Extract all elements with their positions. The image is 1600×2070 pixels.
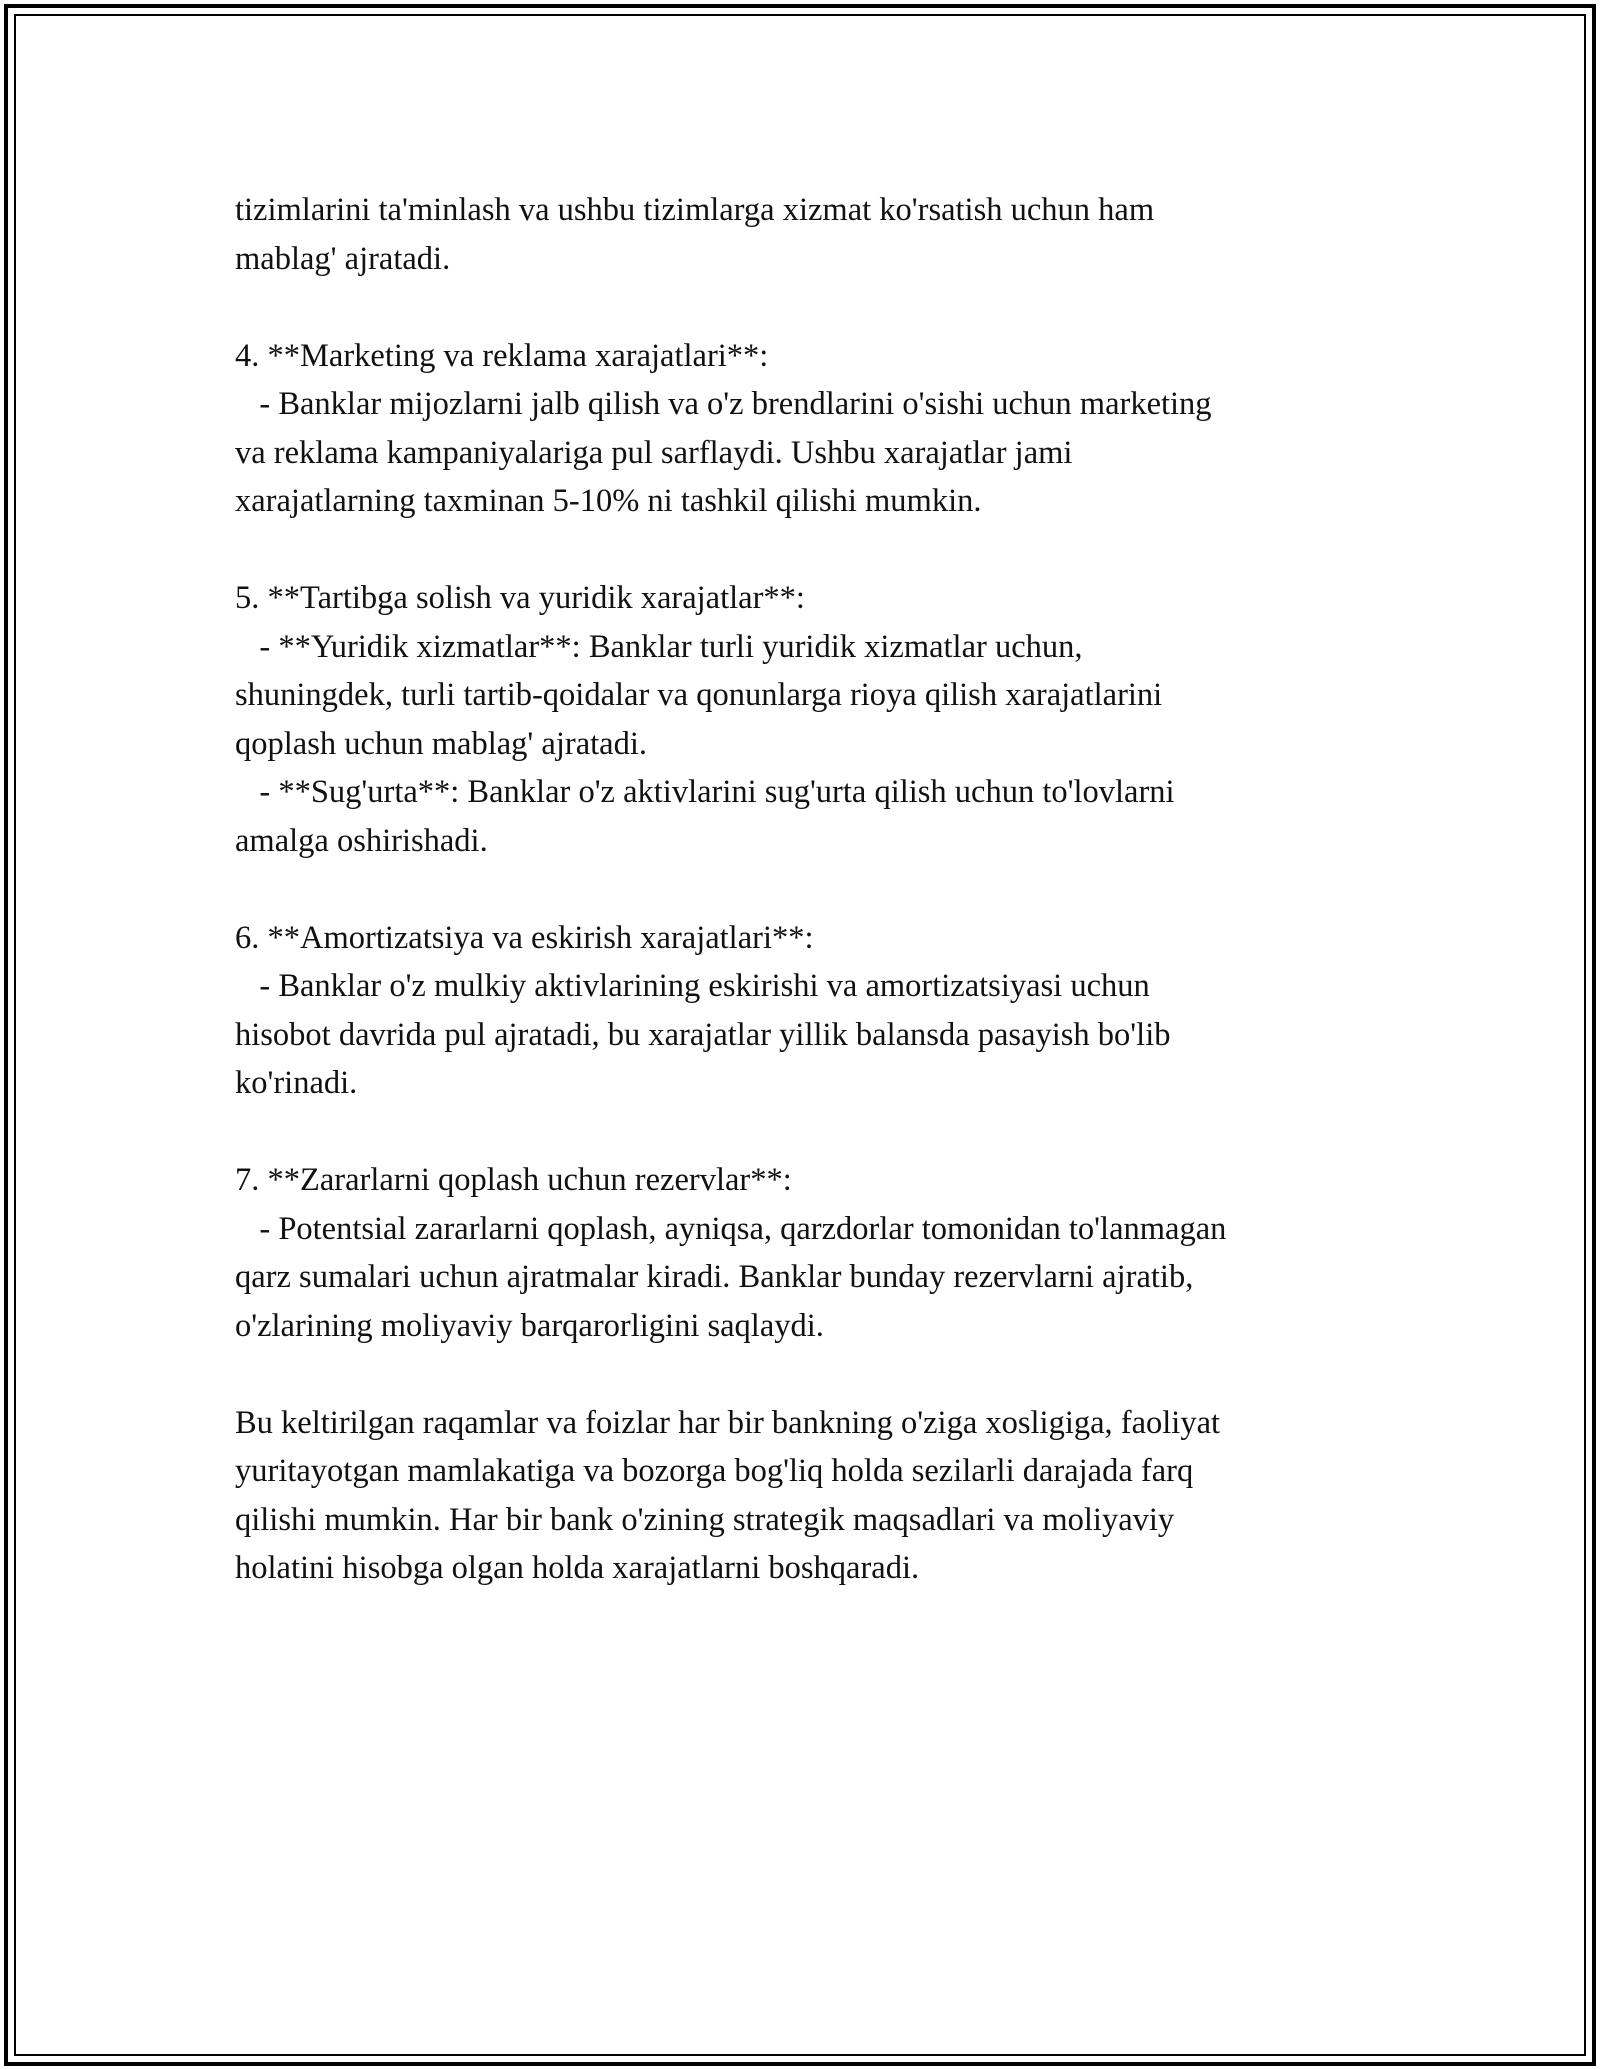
document-body xyxy=(235,186,1365,1593)
text-line: tizimlarini ta'minlash va ushbu tizimlarga xizmat ko'rsatish uchun ham xyxy=(235,192,1155,228)
text-line: va reklama kampaniyalariga pul sarflaydi. Ushbu xarajatlar jami xyxy=(235,434,1073,471)
blank-line xyxy=(235,865,1365,914)
text-line: - **Yuridik xizmatlar**: Banklar turli yuridik xizmatlar uchun, xyxy=(235,628,1083,665)
section-heading: 5. **Tartibga solish va yuridik xarajatlar**: xyxy=(235,580,805,616)
text-line: qarz sumalari uchun ajratmalar kiradi. Banklar bunday rezervlarni ajratib, xyxy=(235,1259,1194,1295)
text-line: shuningdek, turli tartib-qoidalar va qonunlarga rioya qilish xarajatlarini xyxy=(235,677,1163,713)
blank-line xyxy=(235,283,1365,332)
text-line: amalga oshirishadi. xyxy=(235,822,488,859)
section-heading: 6. **Amortizatsiya va eskirish xarajatlari**: xyxy=(235,919,814,956)
text-line: o'zlarining moliyaviy barqarorligini saqlaydi. xyxy=(235,1307,824,1344)
text-line: - Banklar o'z mulkiy aktivlarining eskirishi va amortizatsiyasi uchun xyxy=(235,968,1150,1004)
blank-line xyxy=(235,526,1365,575)
text-line: mablag' ajratadi. xyxy=(235,240,451,277)
text-line: - **Sug'urta**: Banklar o'z aktivlarini sug'urta qilish uchun to'lovlarni xyxy=(235,774,1175,810)
text-line: qoplash uchun mablag' ajratadi. xyxy=(235,725,647,762)
text-line: qilishi mumkin. Har bir bank o'zining strategik maqsadlari va moliyaviy xyxy=(235,1501,1175,1538)
text-line: hisobot davrida pul ajratadi, bu xarajatlar yillik balansda pasayish bo'lib xyxy=(235,1016,1171,1053)
text-line: yuritayotgan mamlakatiga va bozorga bog'liq holda sezilarli darajada farq xyxy=(235,1453,1194,1489)
text-line: - Potentsial zararlarni qoplash, ayniqsa, qarzdorlar tomonidan to'lanmagan xyxy=(235,1210,1227,1247)
blank-line xyxy=(235,1350,1365,1399)
section-heading: 7. **Zararlarni qoplash uchun rezervlar**: xyxy=(235,1162,792,1198)
text-line: xarajatlarning taxminan 5-10% ni tashkil qilishi mumkin. xyxy=(235,483,982,519)
text-line: Bu keltirilgan raqamlar va foizlar har bir bankning o'ziga xosligiga, faoliyat xyxy=(235,1404,1221,1441)
section-heading: 4. **Marketing va reklama xarajatlari**: xyxy=(235,337,769,374)
text-line: ko'rinadi. xyxy=(235,1065,358,1101)
blank-line xyxy=(235,1108,1365,1157)
text-line: - Banklar mijozlarni jalb qilish va o'z brendlarini o'sishi uchun marketing xyxy=(235,386,1212,422)
text-line: holatini hisobga olgan holda xarajatlarni boshqaradi. xyxy=(235,1550,920,1586)
